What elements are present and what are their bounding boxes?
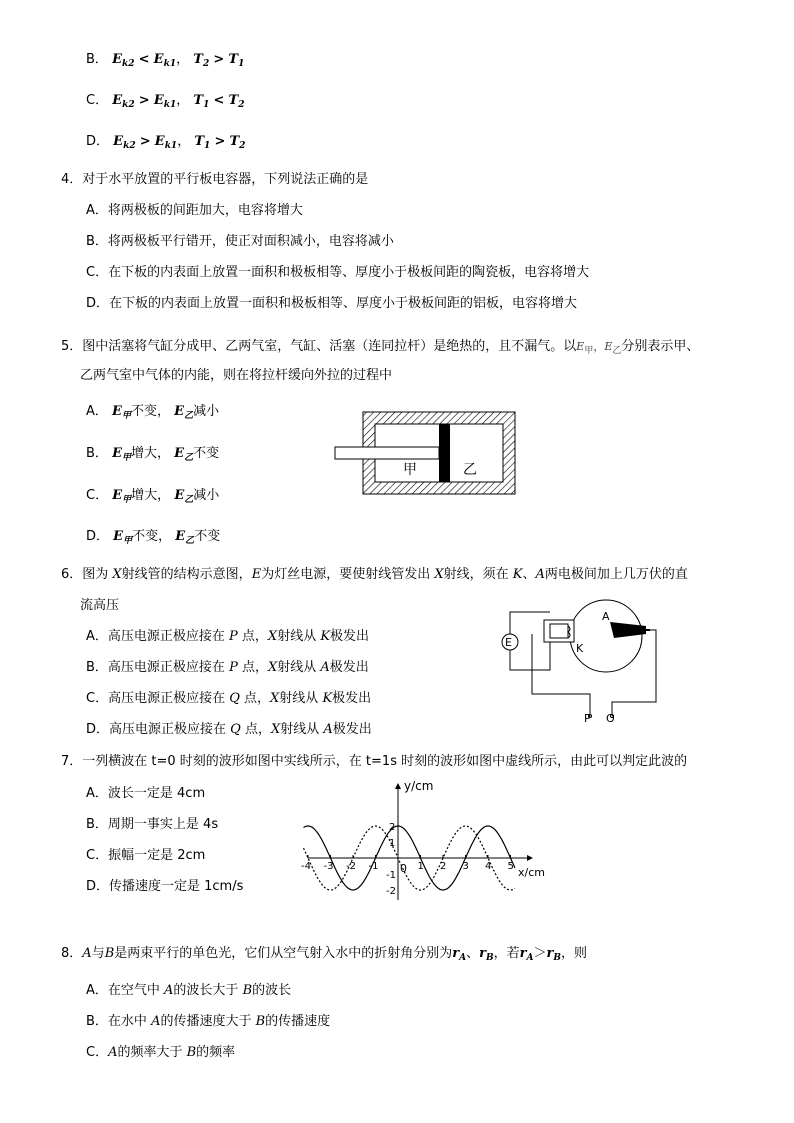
q8-stem: 8．A与B是两束平行的单色光，它们从空气射入水中的折射角分别为$r_A$、$r_B$，若$r_A>r_B$，则 xyxy=(61,946,587,963)
y-tick-label: -2 xyxy=(386,886,396,897)
q3-option-c: C． $E_{k2} > E_{k1}$， $T_1 < T_2$ xyxy=(86,93,245,110)
y-tick-label: -1 xyxy=(386,870,396,881)
q4-option-a: A．将两极板的间距加大，电容将增大 xyxy=(86,203,303,218)
q5-stem-line1: 5．图中活塞将气缸分成甲、乙两气室，气缸、活塞（连同拉杆）是绝热的，且不漏气。以$E_甲$，$E_乙$分别表示甲、 xyxy=(61,339,700,356)
y-axis-label: y/cm xyxy=(404,779,434,793)
q8-option-b: B．在水中 A的传播速度大于 B的传播速度 xyxy=(86,1014,331,1029)
q7-option-c: C．振幅一定是 2cm xyxy=(86,848,206,863)
y-tick-label: 2 xyxy=(389,822,396,833)
q5-option-d: D． $E_甲$不变， $E_乙$不变 xyxy=(86,529,221,546)
x-tick-label: -4 xyxy=(301,861,311,872)
q6-option-a: A．高压电源正极应接在 P 点，X射线从 K极发出 xyxy=(86,629,370,644)
q4-option-c: C．在下板的内表面上放置一面积和极板相等、厚度小于极板间距的陶瓷板，电容将增大 xyxy=(86,265,590,280)
x-tick-label: 1 xyxy=(417,861,424,872)
q8-option-c: C．A的频率大于 B的频率 xyxy=(86,1045,236,1060)
x-tick-label: -1 xyxy=(368,861,379,872)
cylinder-figure xyxy=(333,410,517,496)
piston-rod xyxy=(335,447,439,459)
q6-stem-line1: 6．图为 X射线管的结构示意图，E为灯丝电源，要使射线管发出 X射线，须在 K、A两电极间加上几万伏的直 xyxy=(61,567,688,582)
q8-option-a: A．在空气中 A的波长大于 B的波长 xyxy=(86,983,292,998)
q5-option-c: C． $E_甲$增大， $E_乙$减小 xyxy=(86,488,220,505)
q4-option-d: D．在下板的内表面上放置一面积和极板相等、厚度小于极板间距的铝板，电容将增大 xyxy=(86,296,578,311)
chamber-yi-label: 乙 xyxy=(463,462,477,478)
q4-option-b: B．将两极板平行错开，使正对面积减小，电容将减小 xyxy=(86,234,394,249)
origin-label: 0 xyxy=(400,862,407,875)
x-tick-label: 2 xyxy=(440,861,447,872)
q7-option-b: B．周期一事实上是 4s xyxy=(86,817,219,832)
x-tick-label: -2 xyxy=(346,861,356,872)
q3-option-d: D． $E_{k2} > E_{k1}$， $T_1 > T_2$ xyxy=(86,134,246,151)
x-axis-label: x/cm xyxy=(518,866,545,879)
q7-option-d: D．传播速度一定是 1cm/s xyxy=(86,879,244,894)
cathode-label: K xyxy=(576,642,584,655)
xray-tube-figure xyxy=(498,592,662,722)
q4-stem: 4．对于水平放置的平行板电容器，下列说法正确的是 xyxy=(61,172,369,187)
q6-option-d: D．高压电源正极应接在 Q 点，X射线从 A极发出 xyxy=(86,722,372,737)
q5-stem-line2: 乙两气室中气体的内能，则在将拉杆缓向外拉的过程中 xyxy=(80,368,393,383)
x-tick-label: 5 xyxy=(507,861,514,872)
point-q-label: Q xyxy=(606,712,615,722)
svg-text:E: E xyxy=(505,636,512,649)
x-tick-label: 4 xyxy=(485,861,492,872)
q7-option-a: A．波长一定是 4cm xyxy=(86,786,206,801)
q5-option-b: B． $E_甲$增大， $E_乙$不变 xyxy=(86,446,220,463)
q6-option-b: B．高压电源正极应接在 P 点，X射线从 A极发出 xyxy=(86,660,369,675)
q5-option-a: A． $E_甲$不变， $E_乙$减小 xyxy=(86,404,220,421)
chamber-jia-label: 甲 xyxy=(403,462,417,478)
q6-option-c: C．高压电源正极应接在 Q 点，X射线从 K极发出 xyxy=(86,691,372,706)
anode-label: A xyxy=(602,610,610,623)
y-tick-label: 1 xyxy=(389,838,396,849)
piston xyxy=(439,424,450,482)
q6-stem-line2: 流高压 xyxy=(80,598,120,613)
x-tick-label: -3 xyxy=(323,861,334,872)
point-p-label: P xyxy=(584,712,591,722)
wave-graph xyxy=(300,776,550,906)
x-tick-label: 3 xyxy=(462,861,469,872)
q7-stem: 7．一列横波在 t=0 时刻的波形如图中实线所示，在 t=1s 时刻的波形如图中虚线所示，由此可以判定此波的 xyxy=(61,754,688,769)
q3-option-b: B． $E_{k2} < E_{k1}$， $T_2 > T_1$ xyxy=(86,52,245,69)
cathode-holder xyxy=(550,624,568,638)
